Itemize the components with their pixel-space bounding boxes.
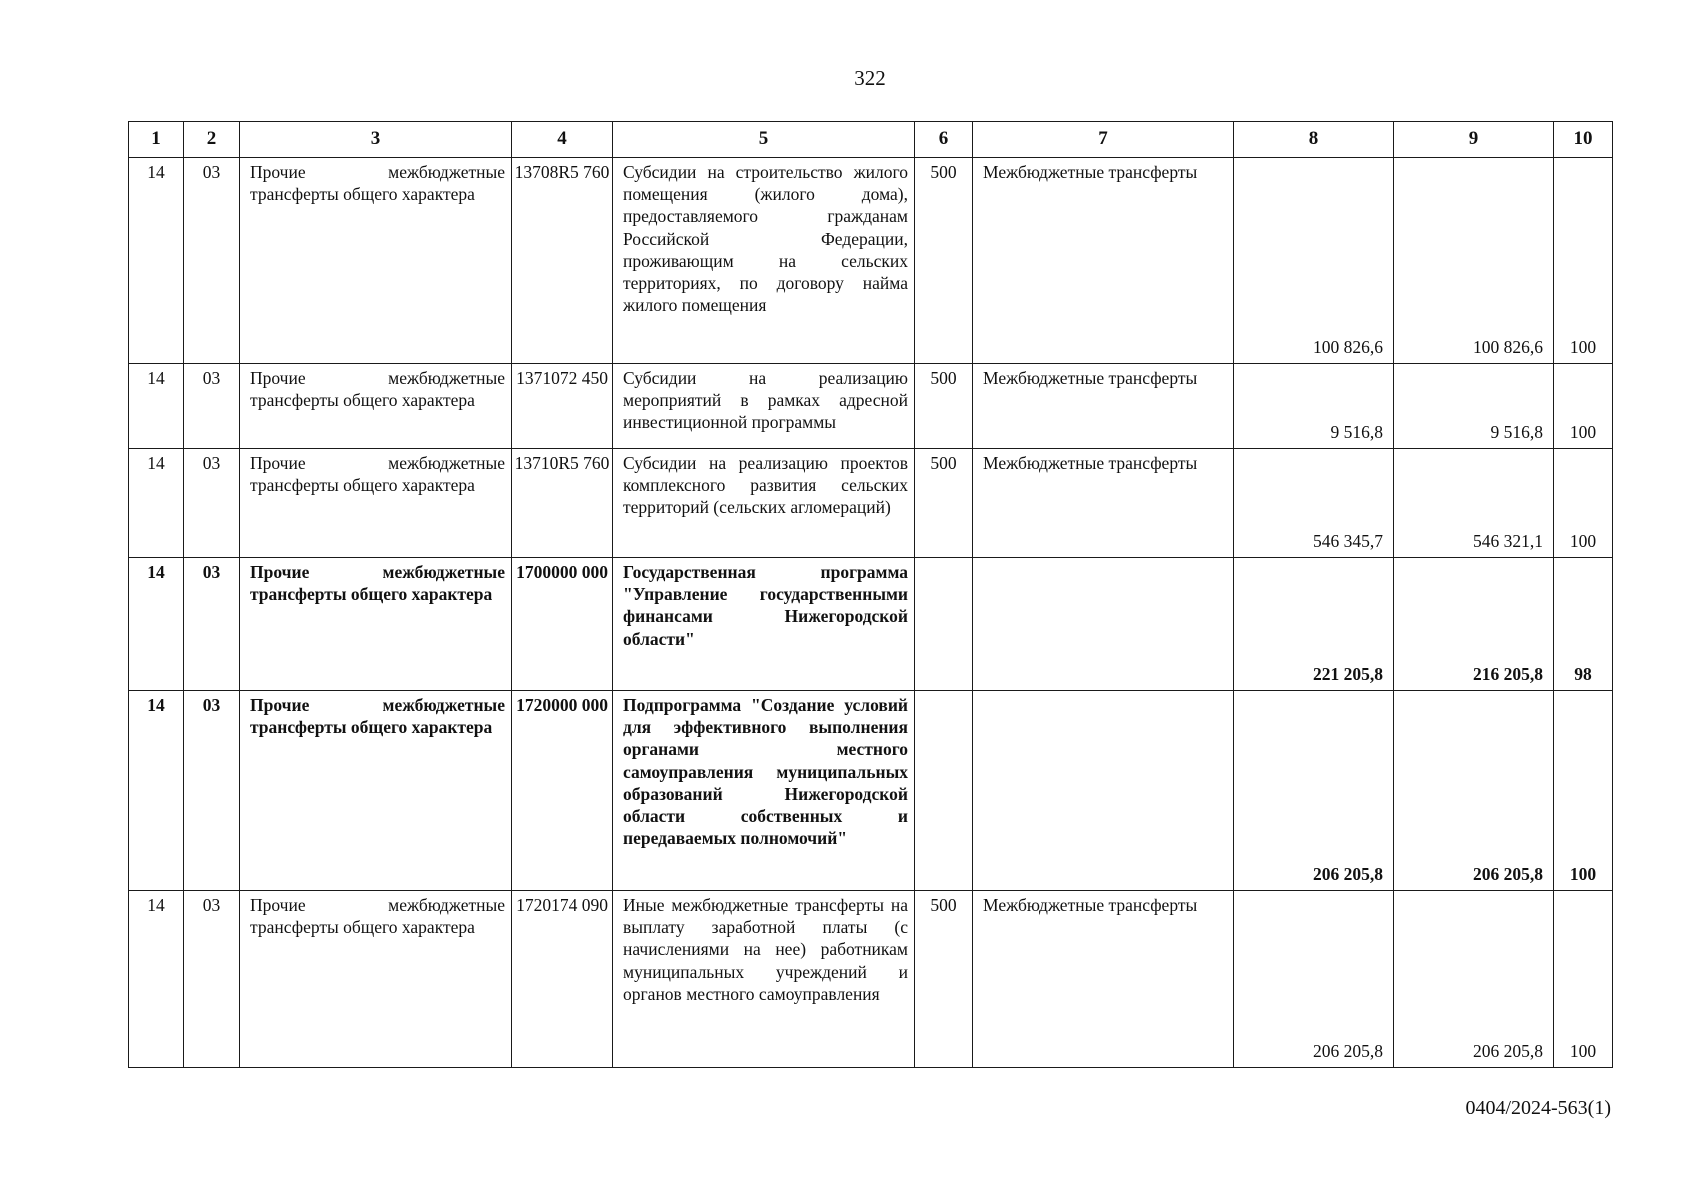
column-header: 2 bbox=[184, 122, 240, 158]
section-name-cell: Прочие межбюджетные трансферты общего характера bbox=[240, 449, 512, 558]
actual-amount-cell: 9 516,8 bbox=[1394, 364, 1554, 449]
article-name-cell: Подпрограмма "Создание условий для эффективного выполнения органами местного самоуправления муниципальных образований Нижегородской области собственных и передаваемых полномочий" bbox=[613, 691, 915, 891]
table-row bbox=[129, 364, 1613, 449]
expense-type-code-cell: 500 bbox=[915, 891, 973, 1068]
column-header: 3 bbox=[240, 122, 512, 158]
table-row bbox=[129, 558, 1613, 691]
table-row bbox=[129, 449, 1613, 558]
table-row bbox=[129, 891, 1613, 1068]
planned-amount-cell: 100 826,6 bbox=[1234, 158, 1394, 364]
section-cell: 14 bbox=[129, 891, 184, 1068]
expense-type-code-cell bbox=[915, 691, 973, 891]
actual-amount-cell: 206 205,8 bbox=[1394, 691, 1554, 891]
percent-cell: 100 bbox=[1554, 691, 1613, 891]
actual-amount-cell: 546 321,1 bbox=[1394, 449, 1554, 558]
expense-type-name-cell: Межбюджетные трансферты bbox=[973, 364, 1234, 449]
column-header: 9 bbox=[1394, 122, 1554, 158]
planned-amount-cell: 206 205,8 bbox=[1234, 691, 1394, 891]
subsection-cell: 03 bbox=[184, 558, 240, 691]
target-article-cell: 1720174 090 bbox=[512, 891, 613, 1068]
expense-type-name-cell: Межбюджетные трансферты bbox=[973, 891, 1234, 1068]
expense-type-name-cell bbox=[973, 558, 1234, 691]
subsection-cell: 03 bbox=[184, 449, 240, 558]
column-header: 7 bbox=[973, 122, 1234, 158]
target-article-cell: 1720000 000 bbox=[512, 691, 613, 891]
section-cell: 14 bbox=[129, 449, 184, 558]
table-row bbox=[129, 691, 1613, 891]
section-name-cell: Прочие межбюджетные трансферты общего характера bbox=[240, 558, 512, 691]
article-name-cell: Иные межбюджетные трансферты на выплату заработной платы (с начислениями на нее) работникам муниципальных учреждений и органов местного самоуправления bbox=[613, 891, 915, 1068]
percent-cell: 100 bbox=[1554, 449, 1613, 558]
column-header: 1 bbox=[129, 122, 184, 158]
target-article-cell: 1371072 450 bbox=[512, 364, 613, 449]
section-name-cell: Прочие межбюджетные трансферты общего характера bbox=[240, 891, 512, 1068]
subsection-cell: 03 bbox=[184, 891, 240, 1068]
article-name-cell: Субсидии на реализацию проектов комплексного развития сельских территорий (сельских агломераций) bbox=[613, 449, 915, 558]
column-header: 5 bbox=[613, 122, 915, 158]
page-number: 322 bbox=[854, 66, 886, 90]
percent-cell: 100 bbox=[1554, 158, 1613, 364]
expense-type-name-cell: Межбюджетные трансферты bbox=[973, 158, 1234, 364]
percent-cell: 98 bbox=[1554, 558, 1613, 691]
subsection-cell: 03 bbox=[184, 364, 240, 449]
column-header: 6 bbox=[915, 122, 973, 158]
expense-type-code-cell: 500 bbox=[915, 158, 973, 364]
column-header: 8 bbox=[1234, 122, 1394, 158]
percent-cell: 100 bbox=[1554, 891, 1613, 1068]
section-cell: 14 bbox=[129, 158, 184, 364]
planned-amount-cell: 206 205,8 bbox=[1234, 891, 1394, 1068]
expense-type-name-cell bbox=[973, 691, 1234, 891]
actual-amount-cell: 206 205,8 bbox=[1394, 891, 1554, 1068]
article-name-cell: Государственная программа "Управление государственными финансами Нижегородской области" bbox=[613, 558, 915, 691]
target-article-cell: 1700000 000 bbox=[512, 558, 613, 691]
planned-amount-cell: 221 205,8 bbox=[1234, 558, 1394, 691]
section-name-cell: Прочие межбюджетные трансферты общего характера bbox=[240, 364, 512, 449]
document-code: 0404/2024-563(1) bbox=[1465, 1097, 1611, 1119]
column-header: 4 bbox=[512, 122, 613, 158]
subsection-cell: 03 bbox=[184, 691, 240, 891]
actual-amount-cell: 100 826,6 bbox=[1394, 158, 1554, 364]
target-article-cell: 13708R5 760 bbox=[512, 158, 613, 364]
section-name-cell: Прочие межбюджетные трансферты общего характера bbox=[240, 158, 512, 364]
expense-type-name-cell: Межбюджетные трансферты bbox=[973, 449, 1234, 558]
article-name-cell: Субсидии на реализацию мероприятий в рамках адресной инвестиционной программы bbox=[613, 364, 915, 449]
actual-amount-cell: 216 205,8 bbox=[1394, 558, 1554, 691]
expense-type-code-cell bbox=[915, 558, 973, 691]
table-header-row bbox=[129, 122, 1613, 158]
column-header: 10 bbox=[1554, 122, 1613, 158]
planned-amount-cell: 9 516,8 bbox=[1234, 364, 1394, 449]
section-cell: 14 bbox=[129, 691, 184, 891]
section-name-cell: Прочие межбюджетные трансферты общего характера bbox=[240, 691, 512, 891]
table-row bbox=[129, 158, 1613, 364]
expense-type-code-cell: 500 bbox=[915, 449, 973, 558]
section-cell: 14 bbox=[129, 558, 184, 691]
target-article-cell: 13710R5 760 bbox=[512, 449, 613, 558]
expense-type-code-cell: 500 bbox=[915, 364, 973, 449]
subsection-cell: 03 bbox=[184, 158, 240, 364]
planned-amount-cell: 546 345,7 bbox=[1234, 449, 1394, 558]
percent-cell: 100 bbox=[1554, 364, 1613, 449]
section-cell: 14 bbox=[129, 364, 184, 449]
budget-table bbox=[128, 121, 1613, 1068]
article-name-cell: Субсидии на строительство жилого помещения (жилого дома), предоставляемого гражданам Российской Федерации, проживающим на сельских территориях, по договору найма жилого помещения bbox=[613, 158, 915, 364]
